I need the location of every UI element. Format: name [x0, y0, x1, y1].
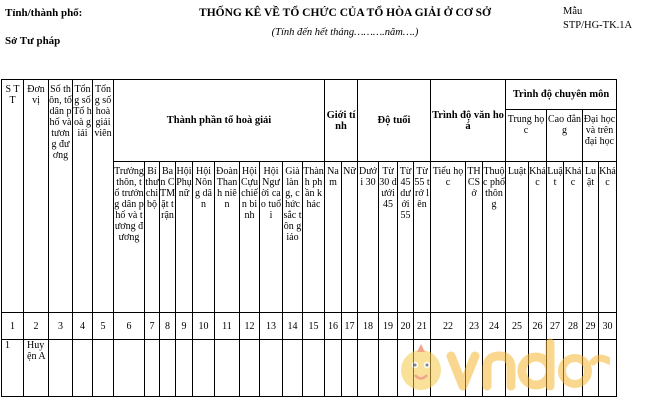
- col-tieu-hoc: Tiểu học: [431, 162, 466, 313]
- cell: [342, 340, 358, 397]
- col-dai-hoc: Đại học và trên đại học: [583, 110, 617, 162]
- column-number: 9: [176, 313, 193, 340]
- row-don-vi: Huyện A: [24, 340, 49, 397]
- report-title: THỐNG KÊ VỀ TỔ CHỨC CỦA TỔ HÒA GIẢI Ở CƠ SỞ: [199, 7, 491, 19]
- cell: [325, 340, 342, 397]
- cell: [506, 340, 529, 397]
- cell: [176, 340, 193, 397]
- col-hoi-nong-dan: Hội Nông dân: [193, 162, 215, 313]
- col-cao-dang: Cao đẳng: [547, 110, 583, 162]
- cell: [599, 340, 617, 397]
- column-number: 8: [160, 313, 176, 340]
- row-stt: 1: [2, 340, 24, 397]
- cell: [379, 340, 398, 397]
- cell: [431, 340, 466, 397]
- col-tu-55: Từ 55 trở lên: [414, 162, 431, 313]
- col-tong-so-hgv: Tổng số hoà giải viên: [93, 80, 114, 313]
- cell: [215, 340, 240, 397]
- column-number: 27: [547, 313, 564, 340]
- col-hoi-cuu-chien-binh: Hội Cựu chiến binh: [240, 162, 260, 313]
- column-number: 16: [325, 313, 342, 340]
- col-nu: Nữ: [342, 162, 358, 313]
- col-tu-30-45: Từ 30 dưới 45: [379, 162, 398, 313]
- col-doan-thanh-nien: Đoàn Thanh niên: [215, 162, 240, 313]
- group-thanh-phan: Thành phần tổ hoà giải: [114, 80, 325, 162]
- form-code: STP/HG-TK.1A: [563, 20, 633, 31]
- col-truong-thon: Trưởng thôn, tổ trưởng dân phố và tương đương: [114, 162, 145, 313]
- col-thcs: THCS ở: [466, 162, 483, 313]
- col-bi-thu: Bí thư chi bộ: [145, 162, 160, 313]
- column-number: 2: [24, 313, 49, 340]
- form-label: Mẫu: [563, 6, 583, 17]
- column-number: 22: [431, 313, 466, 340]
- cell: [193, 340, 215, 397]
- cell: [73, 340, 93, 397]
- cell: [529, 340, 547, 397]
- cell: [583, 340, 599, 397]
- col-hoi-nguoi-cao-tuoi: Hội Người cao tuổi: [260, 162, 283, 313]
- cell: [93, 340, 114, 397]
- group-trinh-do-chuyen-mon: Trình độ chuyên môn: [506, 80, 617, 110]
- cell: [358, 340, 379, 397]
- column-number: 13: [260, 313, 283, 340]
- table-row: [2, 340, 617, 397]
- col-dai-hoc-khac: Khác: [599, 162, 617, 313]
- col-cao-dang-khac: Khác: [564, 162, 583, 313]
- col-thpt: Thuộc phổ thông: [483, 162, 506, 313]
- col-duoi-30: Dưới 30: [358, 162, 379, 313]
- column-number: 12: [240, 313, 260, 340]
- department-label: Sở Tư pháp: [5, 35, 61, 47]
- cell: [283, 340, 303, 397]
- col-stt: S T T: [2, 80, 24, 313]
- col-tu-45-55: Từ 45 dưới 55: [398, 162, 414, 313]
- cell: [145, 340, 160, 397]
- column-number: 26: [529, 313, 547, 340]
- column-number: 17: [342, 313, 358, 340]
- cell: [398, 340, 414, 397]
- col-trung-hoc-khac: Khác: [529, 162, 547, 313]
- cell: [466, 340, 483, 397]
- col-thanh-phan-khac: Thành phần khác: [303, 162, 325, 313]
- col-hoi-phu-nu: Hội Phụ nữ: [176, 162, 193, 313]
- col-ban-ctmt: Ban CTMặt trận: [160, 162, 176, 313]
- column-number: 14: [283, 313, 303, 340]
- col-trung-hoc-luat: Luật: [506, 162, 529, 313]
- column-number: 21: [414, 313, 431, 340]
- col-so-thon: Số thôn, tổ dân phố và tương đương: [49, 80, 73, 313]
- column-number: 7: [145, 313, 160, 340]
- column-number: 29: [583, 313, 599, 340]
- column-number: 11: [215, 313, 240, 340]
- cell: [564, 340, 583, 397]
- column-number: 19: [379, 313, 398, 340]
- col-nam: Nam: [325, 162, 342, 313]
- cell: [160, 340, 176, 397]
- cell: [240, 340, 260, 397]
- cell: [49, 340, 73, 397]
- column-number: 18: [358, 313, 379, 340]
- column-number: 23: [466, 313, 483, 340]
- cell: [303, 340, 325, 397]
- cell: [414, 340, 431, 397]
- province-label: Tỉnh/thành phố:: [5, 7, 83, 19]
- column-number: 10: [193, 313, 215, 340]
- column-number: 30: [599, 313, 617, 340]
- col-gia-lang: Già làng, chức sắc tôn giáo: [283, 162, 303, 313]
- report-period: (Tính đến hết tháng……….năm….): [271, 27, 419, 38]
- group-gioi-tinh: Giới tính: [325, 80, 358, 162]
- statistics-table: [1, 79, 617, 397]
- cell: [260, 340, 283, 397]
- column-number: 6: [114, 313, 145, 340]
- column-number: 4: [73, 313, 93, 340]
- column-number-row: [2, 313, 617, 340]
- column-number: 20: [398, 313, 414, 340]
- group-do-tuoi: Độ tuổi: [358, 80, 431, 162]
- group-trinh-do-van-hoa: Trình độ văn hoá: [431, 80, 506, 162]
- col-dai-hoc-luat: Luật: [583, 162, 599, 313]
- col-trung-hoc: Trung học: [506, 110, 547, 162]
- column-number: 28: [564, 313, 583, 340]
- col-cao-dang-luat: Luật: [547, 162, 564, 313]
- column-number: 25: [506, 313, 529, 340]
- cell: [483, 340, 506, 397]
- col-tong-so-to: Tổng số Tổ hoà giải: [73, 80, 93, 313]
- col-don-vi: Đơn vị: [24, 80, 49, 313]
- cell: [114, 340, 145, 397]
- column-number: 1: [2, 313, 24, 340]
- column-number: 3: [49, 313, 73, 340]
- column-number: 24: [483, 313, 506, 340]
- cell: [547, 340, 564, 397]
- column-number: 15: [303, 313, 325, 340]
- column-number: 5: [93, 313, 114, 340]
